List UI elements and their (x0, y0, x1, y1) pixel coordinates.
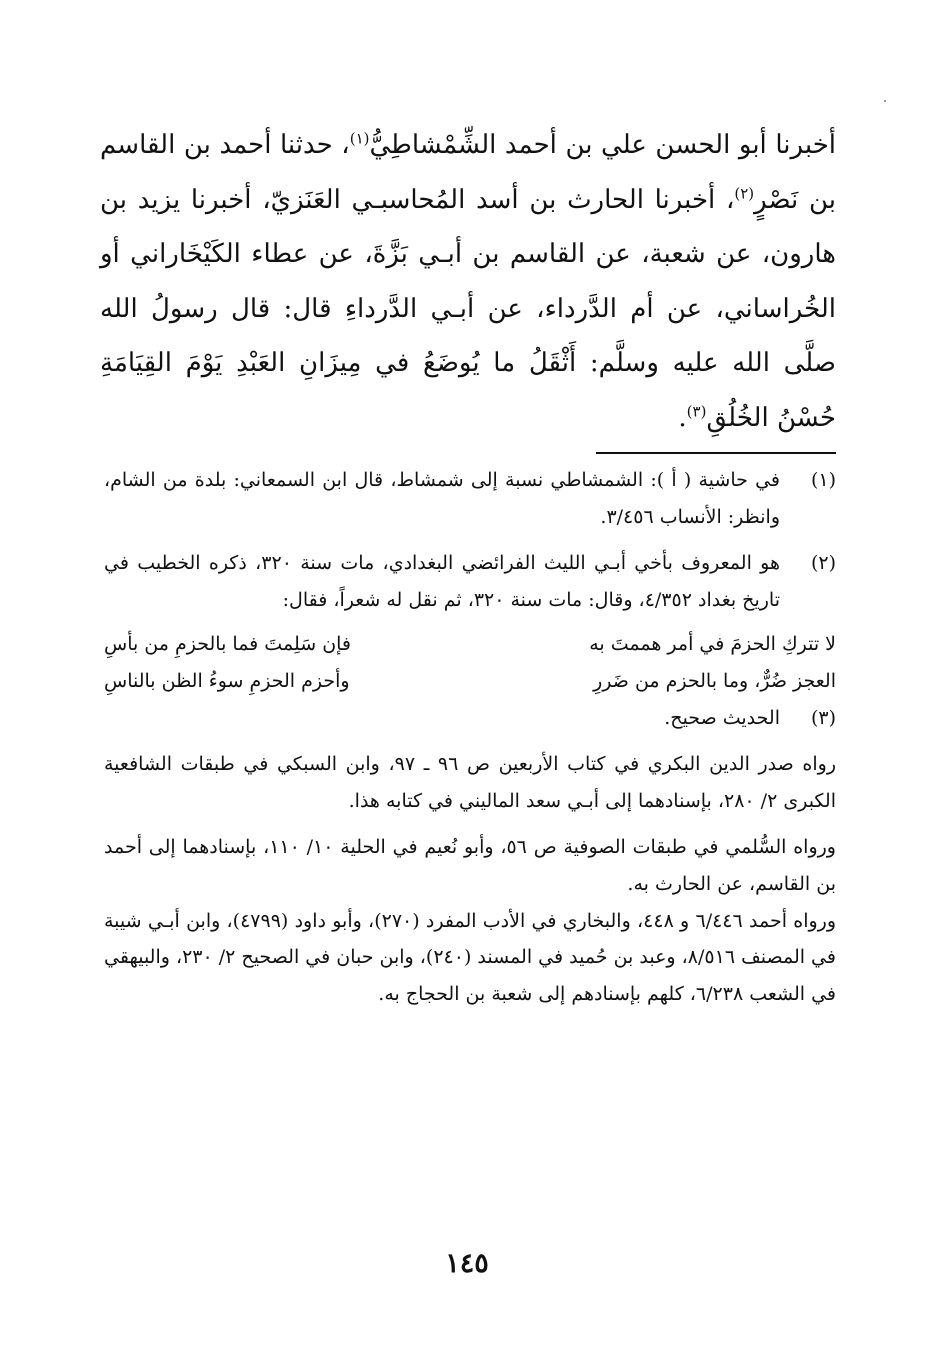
poem-verse-1 (104, 626, 836, 663)
footnote-ref-1[interactable]: (١) (349, 129, 370, 148)
footnote-2 (104, 545, 836, 618)
footnote-3-para-1: رواه صدر الدين البكري في كتاب الأربعين ص ٩٦ ـ ٩٧، وابن السبكي في طبقات الشافعية الكبرى ٢/ ٢٨٠، بإسنادهما إلى أبـي سعد الماليني في كتابه هذا. (104, 753, 836, 812)
footnote-text: هو المعروف بأخي أبـي الليث الفرائضي البغدادي، مات سنة ٣٢٠، ذكره الخطيب في تاريخ بغداد ٤/٣٥٢، وقال: مات سنة ٣٢٠، ثم نقل له شعراً، فقال: (104, 552, 780, 611)
hemistich-2a: العجز ضُرٌّ، وما بالحزم من ضَررِ (593, 669, 836, 692)
scan-speck (884, 100, 886, 102)
footnotes (104, 462, 836, 1012)
footnote-3 (104, 700, 836, 737)
main-paragraph: أخبرنا أبو الحسن علي بن أحمد الشِّمْشاطِيُّ$^{(١)}$، حدثنا أحمد بن القاسم بن نَصْرٍ$^{(٢)}$، أخبرنا الحارث بن أسد المُحاسبـي العَنَزيّ، أخبرنا يزيد بن هارون، عن شعبة، عن القاسم بن أبـي بَزَّةَ، عن عطاء الكَيْخَاراني أو الخُراساني، عن أم الدَّرداء، عن أبـي الدَّرداءِ قال: قال رسولُ الله صلَّى الله عليه وسلَّم: أَثْقَلُ ما يُوضَعُ في مِيزَانِ العَبْدِ يَوْمَ القِيَامَةِ حُسْنُ الخُلُقِ$^{(٣)}$. (100, 129, 837, 433)
hemistich-2b: وأحزم الحزمِ سوءُ الظن بالناسِ (104, 669, 350, 692)
footnote-number: (١) (810, 469, 836, 491)
page-number: ١٤٥ (445, 1248, 489, 1279)
footnote-ref-3[interactable]: (٣) (686, 401, 707, 420)
footnote-separator (596, 452, 836, 454)
hemistich-1b: فإن سَلِمتَ فما بالحزمِ من بأسِ (104, 633, 352, 656)
footnote-number: (٣) (810, 706, 836, 729)
hemistich-1a: لا تتركِ الحزمَ في أمر هممتَ به (589, 633, 836, 656)
footnote-text: في حاشية ( أ ): الشمشاطي نسبة إلى شمشاط، قال ابن السمعاني: بلدة من الشام، وانظر: الأنساب ٣/٤٥٦. (104, 469, 780, 528)
footnote-3-para-2: ورواه السُّلمي في طبقات الصوفية ص ٥٦، وأبو نُعيم في الحلية ١٠/ ١١٠، بإسنادهما إلى أحمد بن القاسم، عن الحارث به. (104, 836, 836, 895)
footnote-3-para-3: ورواه أحمد ٦/٤٤٦ و ٤٤٨، والبخاري في الأدب المفرد (٢٧٠)، وأبو داود (٤٧٩٩)، وابن أبـي شيبة في المصنف ٨/٥١٦، وعبد بن حُميد في المسند (٢٤٠)، وابن حبان في الصحيح ٢/ ٢٣٠، والبيهقي في الشعب ٦/٢٣٨، كلهم بإسنادهم إلى شعبة بن الحجاج به. (104, 909, 837, 1005)
footnote-number: (٢) (810, 552, 836, 575)
footnote-1 (104, 462, 836, 535)
footnote-ref-2[interactable]: (٢) (734, 183, 755, 202)
poem-verse-2 (104, 663, 836, 700)
main-text (100, 118, 836, 445)
footnote-text: الحديث صحيح. (664, 706, 780, 729)
